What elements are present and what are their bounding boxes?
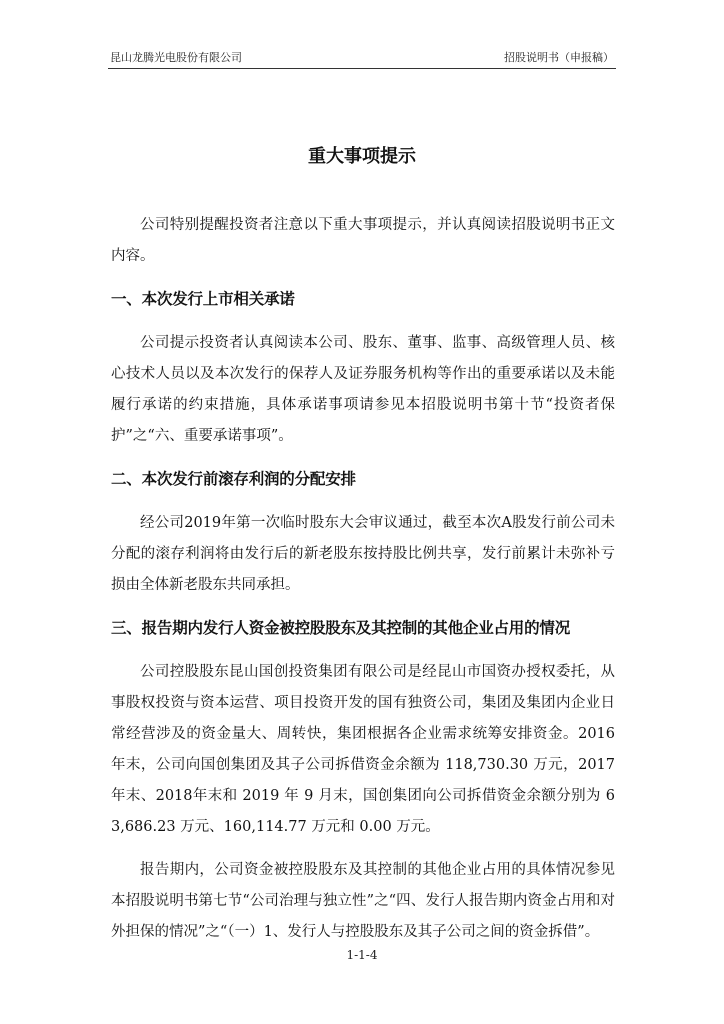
header-document-type: 招股说明书（申报稿） [504,51,614,64]
section-3-paragraph-2: 报告期内，公司资金被控股股东及其控制的其他企业占用的具体情况参见本招股说明书第七节“公司治理与独立性”之“四、发行人报告期内资金占用和对外担保的情况”之“（一）1、发行人与控股股东及其子公司之间的资金拆借”。 [111,862,615,940]
page-number: 1-1-4 [346,948,378,962]
section-3-paragraph-1: 公司控股股东昆山国创投资集团有限公司是经昆山市国资办授权委托，从事股权投资与资本运营、项目投资开发的国有独资公司，集团及集团内企业日常经营涉及的资金量大、周转快，集团根据各企业需求统筹安排资金。2016 年末，公司向国创集团及其子公司拆借资金余额为 118,730.30 万元，2017 年末、2018年末和 2019 年 9 月末，国创集团向公司拆借资金余额分别为 63,686.23 万元、160,114.77 万元和 0.00 万元。 [111,664,615,835]
document-body [111,210,615,948]
section-1-heading: 一、本次发行上市相关承诺 [111,290,295,308]
page-header [108,50,616,69]
intro-paragraph: 公司特别提醒投资者注意以下重大事项提示，并认真阅读招股说明书正文内容。 [111,217,615,264]
header-company-name: 昆山龙腾光电股份有限公司 [110,51,242,64]
page-title: 重大事项提示 [308,146,416,167]
section-2-paragraph: 经公司2019年第一次临时股东大会审议通过，截至本次A股发行前公司未分配的滚存利润将由发行后的新老股东按持股比例共享，发行前累计未弥补亏损由全体新老股东共同承担。 [111,515,615,593]
section-2-heading: 二、本次发行前滚存利润的分配安排 [111,470,356,488]
section-1-paragraph: 公司提示投资者认真阅读本公司、股东、董事、监事、高级管理人员、核心技术人员以及本次发行的保荐人及证券服务机构等作出的重要承诺以及未能履行承诺的约束措施，具体承诺事项请参见本招股说明书第十节“投资者保护”之“六、重要承诺事项”。 [111,335,615,444]
section-3-heading: 三、报告期内发行人资金被控股股东及其控制的其他企业占用的情况 [111,619,571,637]
